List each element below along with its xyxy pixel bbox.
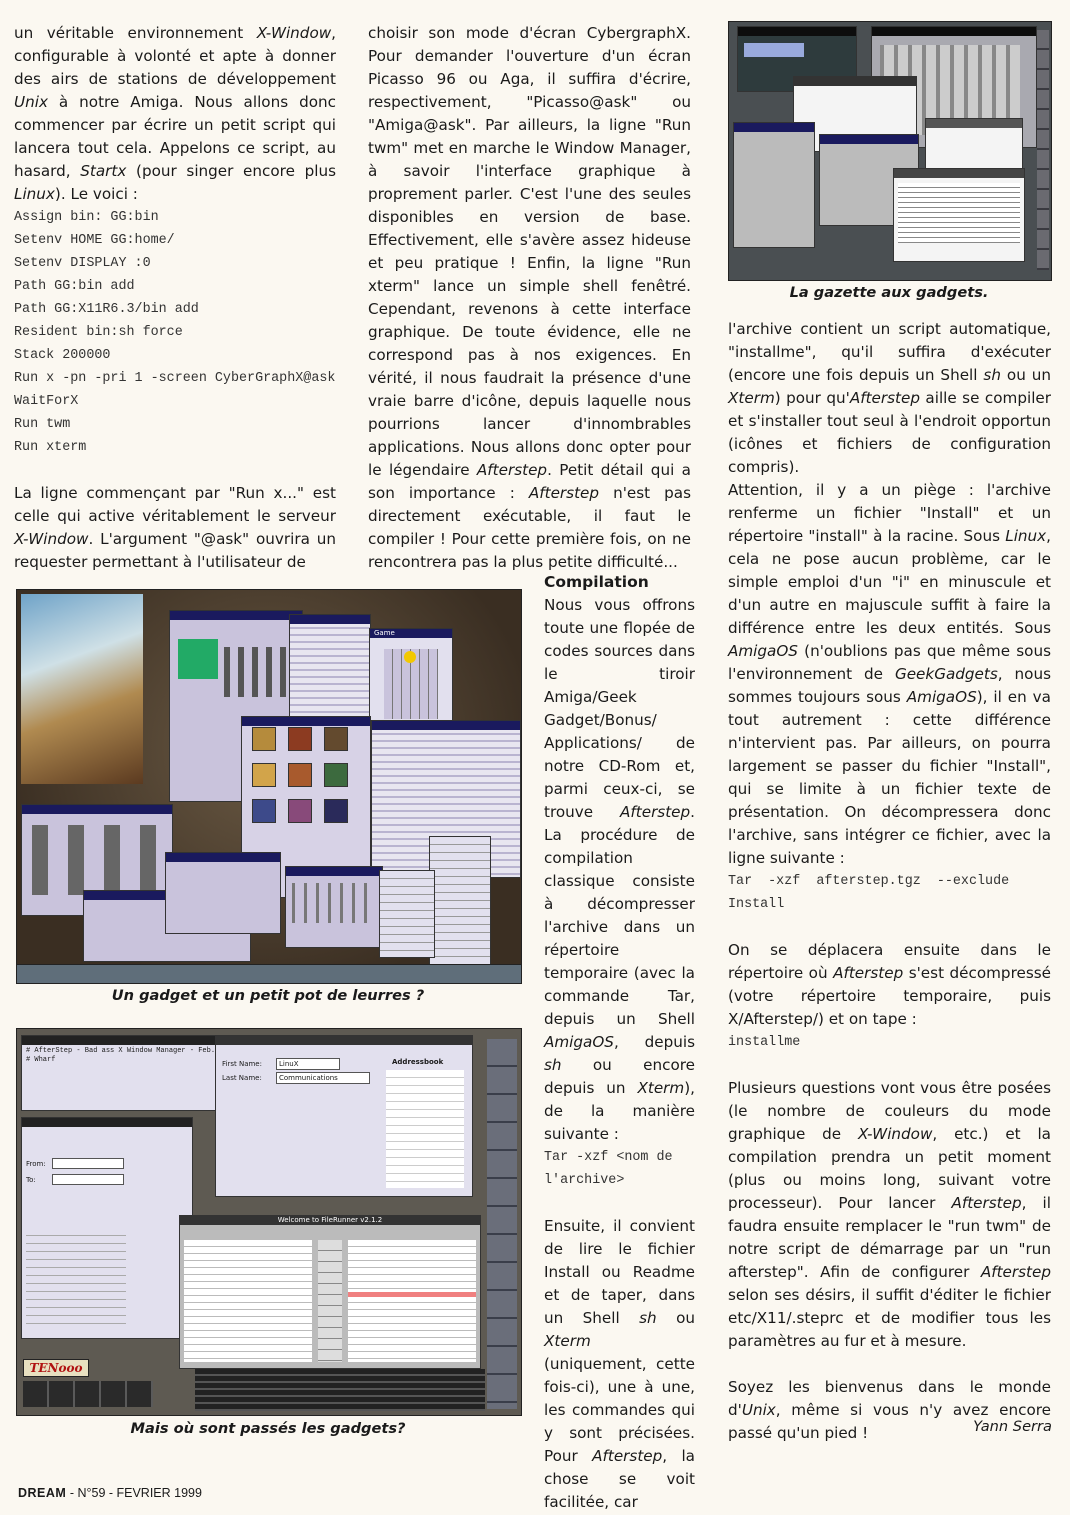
last-name-field[interactable]: Communications (276, 1072, 370, 1084)
column-2 (368, 22, 691, 574)
script-line: WaitForX (14, 394, 79, 409)
script-line: Stack 200000 (14, 348, 111, 363)
col3-p3: On se déplacera ensuite dans le répertoire où Afterstep s'est décompressé (votre répertoire temporaire, puis X/Afterstep/) et on tape : (728, 941, 1051, 1028)
filerunner-title: Welcome to FileRunner v2.1.2 (180, 1216, 480, 1225)
col3-p4: Plusieurs questions vont vous être posées (le nombre de couleurs du mode graphique de X-Window, etc.) et la compilation prendra un petit moment (plus ou moins long, suivant votre processeur). Pour lancer Afterstep, il faudra ensuite remplacer le "run twm" de notre script de démarrage par un "run afterstep". Afin de configurer Afterstep selon ses désirs, il suffit d'éditer le fichier etc/X11/.steprc et de modifier tous les paramètres au fur et à mesure. (728, 1079, 1051, 1350)
col2-text: choisir son mode d'écran CybergraphX. Pour demander l'ouverture d'un écran Picasso 96 ou Aga, il suffira d'écrire, respectivement, "Picasso@ask" ou "Amiga@ask". Par ailleurs, la ligne "Run twm" met en marche le Window Manager, à savoir l'interface graphique à proprement parler. C'est l'une des seules disponibles en version de base. Effectivement, elle s'avère assez hideuse et peu pratique ! Enfin, la ligne "Run xterm" lance un simple shell fenêtré. Cependant, revenons à cette interface graphique. De toute évidence, elle ne correspond pas à nos exigences. En vérité, il nous faudrait la présence d'une vraie barre d'icône, depuis laquelle nous pourrions lancer d'innombrables applications. Nous allons donc opter pour le légendaire Afterstep. Petit détail qui a son importance : Afterstep n'est pas directement exécutable, il faut le compiler ! Pour cette première fois, on ne rencontrera pas la plus petite difficulté... (368, 24, 692, 571)
col3-p2: Attention, il y a un piège : l'archive renferme un fichier "Install" et un répertoire "install" à la racine. Sous Linux, cela ne pose aucun problème, car le simple emploi d'un "i" en minuscule et d'un autre en majuscule suffit à faire la différence entre les deux entités. Sous AmigaOS (n'oublions pas que même sous l'environnement de GeekGadgets, nous sommes toujours sous AmigaOS), il en va tout autrement : cette différence n'intervient pas. Par ailleurs, on pourra largement se passer du fichier "Install", qui se limite à un fichier texte de présentation. On décompressera donc l'archive, sans intégrer ce fichier, avec la ligne suivante : (728, 481, 1051, 867)
addressbook-title: Addressbook (392, 1058, 444, 1066)
tar-command: Tar -xzf <nom de l'archive> (544, 1150, 673, 1188)
script-line: Run x -pn -pri 1 -screen CyberGraphX@ask (14, 371, 336, 386)
caption-gadgets: Mais où sont passés les gadgets? (130, 1420, 406, 1437)
fax-to-label: To: (26, 1176, 36, 1184)
tar-exclude-command: Tar -xzf afterstep.tgz --exclude Install (728, 874, 1010, 912)
graphics-menu (379, 870, 435, 958)
script-line: Setenv HOME GG:home/ (14, 233, 175, 248)
dock-icons (23, 1381, 153, 1407)
project-window (165, 852, 281, 934)
table-window (893, 168, 1025, 262)
tenooo-logo: TENooo (23, 1359, 89, 1377)
compilation-paragraph: Nous vous offrons toute une flopée de codes sources dans le tiroir Amiga/Geek Gadget/Bonus/ Applications/ de notre CD-Rom et, parmi ceux-ci, se trouve Afterstep. La procédure de compilation classique consiste à décompresser l'archive dans un répertoire temporaire (avec la commande Tar, depuis un Shell AmigaOS, depuis sh ou encore depuis un Xterm), de la manière suivante : (544, 596, 695, 1143)
last-name-label: Last Name: (222, 1074, 262, 1082)
script-line: Assign bin: GG:bin (14, 210, 159, 225)
installme-command: installme (728, 1035, 801, 1050)
issue-info: - N°59 - FEVRIER 1999 (69, 1486, 202, 1500)
wharf-comment: # Wharf (26, 1056, 56, 1064)
file-window-1 (733, 122, 815, 248)
script-line: Run twm (14, 417, 71, 432)
game-title: Game (370, 629, 452, 638)
screenshot-gadgets (16, 1028, 522, 1416)
script-line: Path GG:X11R6.3/bin add (14, 302, 199, 317)
fax-from-label: From: (26, 1160, 46, 1168)
fax-from-input[interactable] (52, 1158, 124, 1169)
addressbook-window (215, 1035, 473, 1197)
column-1 (14, 22, 336, 574)
fantasy-artwork (21, 594, 143, 784)
afterstep-comment: # AfterStep - Bad ass X Window Manager - Feb. (26, 1047, 216, 1055)
script-line: Resident bin:sh force (14, 325, 183, 340)
compilation-heading: Compilation (544, 573, 649, 591)
fax-window (21, 1117, 193, 1339)
script-line: Run xterm (14, 440, 87, 455)
startx-script (14, 206, 336, 459)
col3-p1: l'archive contient un script automatique, "installme", qu'il suffira d'exécuter (encore une fois depuis un Shell sh ou un Xterm) pour qu'Afterstep aille se compiler et s'installer tout seul à l'endroit opportun (icônes et fichiers de configuration compris). (728, 320, 1051, 476)
filerunner-window (179, 1215, 481, 1369)
caption-gadget: Un gadget et un petit pot de leurres ? (111, 987, 425, 1004)
screenshot-gazette (728, 21, 1052, 281)
col1-after: La ligne commençant par "Run x..." est celle qui active véritablement le serveur X-Window. L'argument "@ask" ouvrira un requester permettant à l'utilisateur de (14, 484, 336, 571)
compilation-paragraph-2: Ensuite, il convient de lire le fichier Install ou Readme et de taper, dans un Shell sh ou Xterm (uniquement, cette fois-ci), une à une, les commandes qui y sont précisées. Pour Afterstep, la chose se voit facilitée, car (544, 1217, 695, 1511)
fax-to-input[interactable] (52, 1174, 124, 1185)
col1-intro: un véritable environnement X-Window, configurable à volonté et apte à donner des airs de stations de développement Unix à notre Amiga. Nous allons donc commencer par écrire un petit script qui lancera tout cela. Appelons ce script, au hasard, Startx (pour singer encore plus Linux). Le voici : (14, 24, 336, 203)
page-footer (18, 1486, 202, 1500)
magazine-name: DREAM (18, 1486, 67, 1500)
editor-window (21, 1035, 233, 1111)
terminal-area (195, 1369, 485, 1411)
column-mid (544, 571, 695, 1514)
system-menu (429, 836, 491, 966)
caption-gazette: La gazette aux gadgets. (789, 284, 989, 301)
column-3 (728, 318, 1051, 1445)
col3-p5: Soyez les bienvenus dans le monde d'Unix, même si vous n'y avez encore passé qu'un pied ! (728, 1378, 1051, 1442)
sliders-window (285, 866, 383, 948)
icon-dock (1037, 30, 1049, 270)
bottom-taskbar (17, 964, 521, 983)
script-line: Path GG:bin add (14, 279, 135, 294)
smiley-icon (404, 651, 416, 663)
script-line: Setenv DISPLAY :0 (14, 256, 151, 271)
first-name-label: First Name: (222, 1060, 262, 1068)
first-name-field[interactable]: LinuX (276, 1058, 340, 1070)
right-toolbar (487, 1039, 517, 1409)
author-signature: Yann Serra (973, 1418, 1052, 1435)
screenshot-gadget (16, 589, 522, 984)
